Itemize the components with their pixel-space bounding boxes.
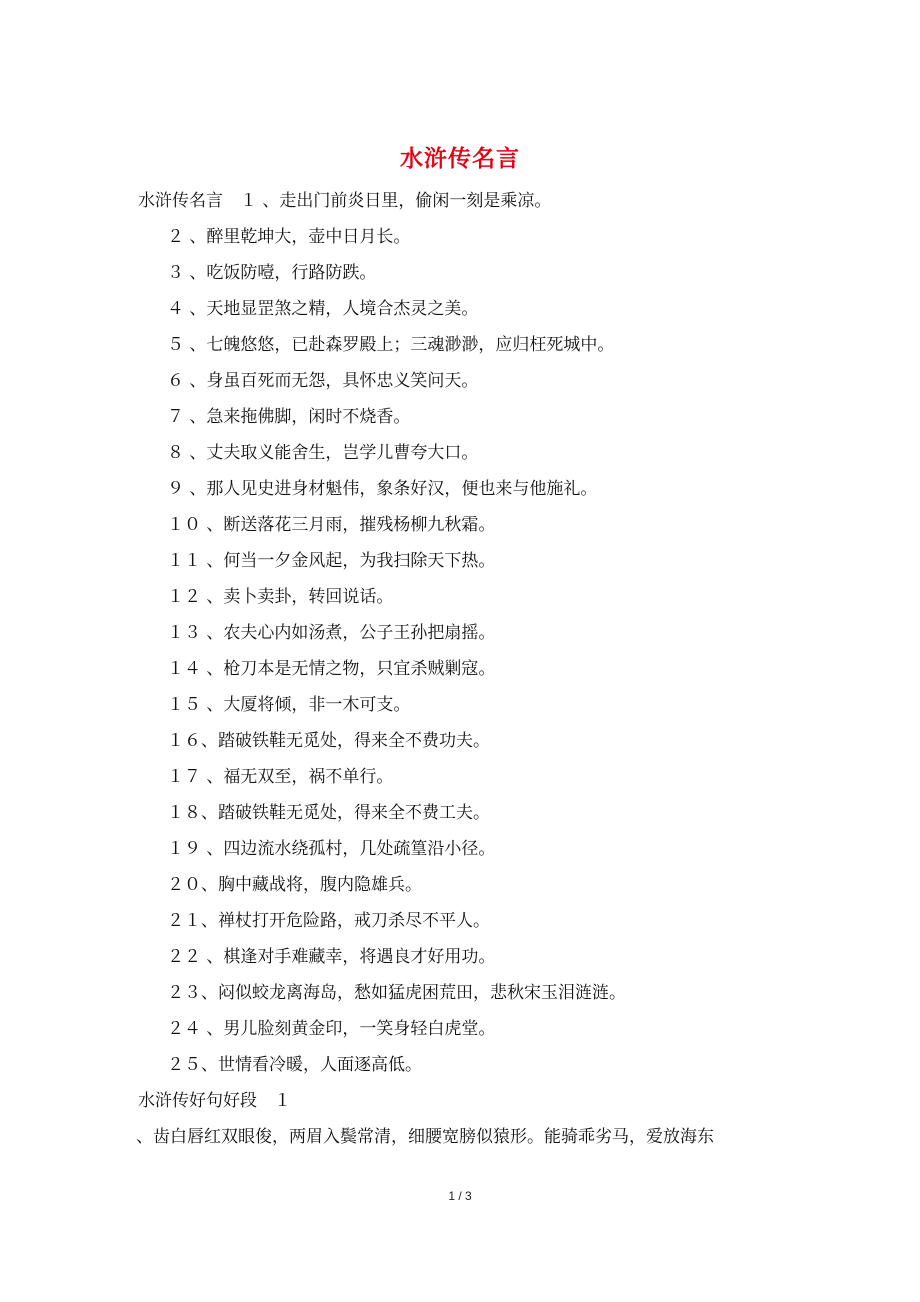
- text-line: ２４ 、男儿脸刻黄金印，一笑身轻白虎堂。: [167, 1019, 496, 1039]
- text-line: １９ 、四边流水绕孤村，几处疏篁沿小径。: [167, 839, 496, 859]
- text-line: ８ 、丈夫取义能舍生，岂学儿曹夸大口。: [167, 443, 479, 463]
- text-line: 、齿白唇红双眼俊，两眉入鬓常清，细腰宽膀似猿形。能骑乖劣马，爱放海东: [136, 1127, 714, 1147]
- text-line: ２１、禅杖打开危险路，戒刀杀尽不平人。: [167, 911, 490, 931]
- text-line: １８、踏破铁鞋无觅处，得来全不费工夫。: [167, 803, 490, 823]
- text-line: ２ 、醉里乾坤大，壶中日月长。: [167, 227, 411, 247]
- text-line: ２２ 、棋逢对手难藏幸，将遇良才好用功。: [167, 947, 496, 967]
- text-line: １４ 、枪刀本是无情之物，只宜杀贼剿寇。: [167, 659, 496, 679]
- text-line: ９ 、那人见史进身材魁伟，象条好汉，便也来与他施礼。: [167, 479, 598, 499]
- text-line: １７ 、福无双至，祸不单行。: [167, 767, 394, 787]
- text-line: １１ 、何当一夕金风起，为我扫除天下热。: [167, 551, 496, 571]
- document-body: [138, 186, 798, 1158]
- text-line: ２３、闷似蛟龙离海岛，愁如猛虎困荒田，悲秋宋玉泪涟涟。: [167, 983, 626, 1003]
- text-line: ４ 、天地显罡煞之精，人境合杰灵之美。: [167, 299, 479, 319]
- text-line: ７ 、急来拖佛脚，闲时不烧香。: [167, 407, 411, 427]
- text-line: １６、踏破铁鞋无觅处，得来全不费功夫。: [167, 731, 490, 751]
- text-line: １３ 、农夫心内如汤煮，公子王孙把扇摇。: [167, 623, 496, 643]
- text-line: １２ 、卖卜卖卦，转回说话。: [167, 587, 394, 607]
- text-line: ５ 、七魄悠悠，已赴森罗殿上；三魂渺渺，应归枉死城中。: [167, 335, 615, 355]
- text-line: ２０、胸中藏战将，腹内隐雄兵。: [167, 875, 422, 895]
- text-line: 水浒传名言 １ 、走出门前炎日里，偷闲一刻是乘凉。: [138, 191, 552, 211]
- document-title: 水浒传名言: [400, 145, 520, 172]
- text-line: １０ 、断送落花三月雨，摧残杨柳九秋霜。: [167, 515, 496, 535]
- text-line: ３ 、吃饭防噎，行路防跌。: [167, 263, 377, 283]
- page-number: 1 / 3: [448, 1189, 472, 1203]
- text-line: ２５、世情看冷暖，人面逐高低。: [167, 1055, 422, 1075]
- text-line: 水浒传好句好段 １: [138, 1091, 291, 1111]
- text-line: １５ 、大厦将倾，非一木可支。: [167, 695, 411, 715]
- text-line: ６ 、身虽百死而无怨，具怀忠义笑问天。: [167, 371, 479, 391]
